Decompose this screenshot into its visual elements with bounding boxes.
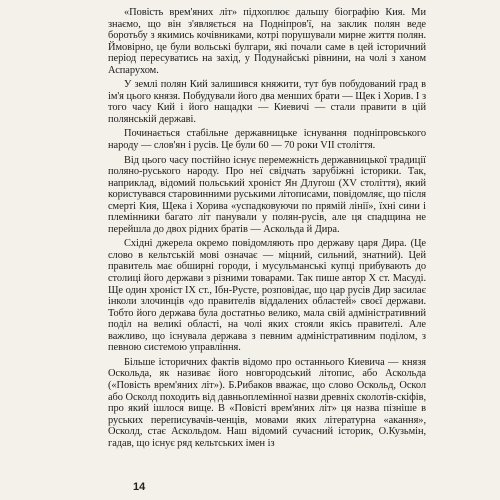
body-text [108,7,426,452]
paragraph: Починається стабільне державницьке існування подніпровського народу — слов'ян і русів. Це були 60 — 70 роки VII століття. [108,128,426,152]
paragraph: Більше історичних фактів відомо про останнього Киевича — князя Оскольда, як називає його новгородський літопис, або Аскольда («Повість врем'яних літ»). Б.Рибаков вважає, що слово Оскольд, Оскол або Осколд походить від давньоплемінної назви древніх сколотів-скіфів, про який ішлося вище. В «Повісті врем'яних літ» ця назва пізніше в руських переписувачів-ченців, мовами яких літературна «акання», Осколд, стає Аскольдом. Наш відомий сучасний історик, О.Кузьмін, гадав, що існує ряд кельтських імен із [108,356,426,449]
paragraph: Від цього часу постійно існує перемежність державницької традиції полянo-руського народу. Про неї свідчать зарубіжні історики. Так, наприклад, відомий польський хроніст Ян Длугош (XV століття), який користувався старовинними руськими літописами, повідомляє, що після смерті Кия, Щека і Хорива «успадковуючи по прямій лінії», їхні сини і племінники багато літ панували у полян-русів, але ця спадщина не перейшла до двох рідних братів — Аскольда й Дира. [108,154,426,235]
paragraph: «Повість врем'яних літ» підхоплює дальшу біографію Кия. Ми знаємо, що він з'являється на Подніпров'ї, на заклик полян веде боротьбу з якимись кочівниками, котрі порушували мирне життя полян. Ймовірно, це були вольські булгари, які почали саме в цей історичний період пересуватись на захід, у Подунайські рівнини, на чолі з ханом Аспарухом. [108,7,426,76]
paragraph: Східні джерела окремо повідомляють про державу царя Дира. (Це слово в кельтській мові означає — міцний, сильний, знатний). Цей правитель має обширні городи, і мусульманські купці прибувають до столиці його держави з різними товарами. Так пише автор X ст. Масуді. Ще один хроніст IX ст., Ібн-Русте, розповідає, що цар русів Дир засилає інколи злочинців «до правителів віддалених областей» своєї держави. Тобто його держава була достатньо велико, мала свій адміністративний поділ на великі області, на чолі яких стояли якісь правителі. Але важливо, що існувала держава з певним адміністративним поділом, з певною системою управління. [108,238,426,354]
page-number: 14 [133,481,146,493]
paragraph: У землі полян Кий залишився княжити, тут був побудований град в ім'я цього князя. Побудували його два менших брати — Щек і Хорив. І з того часу Кий і його нащадки — Киевичі — стали правити в цій полянській державі. [108,79,426,125]
